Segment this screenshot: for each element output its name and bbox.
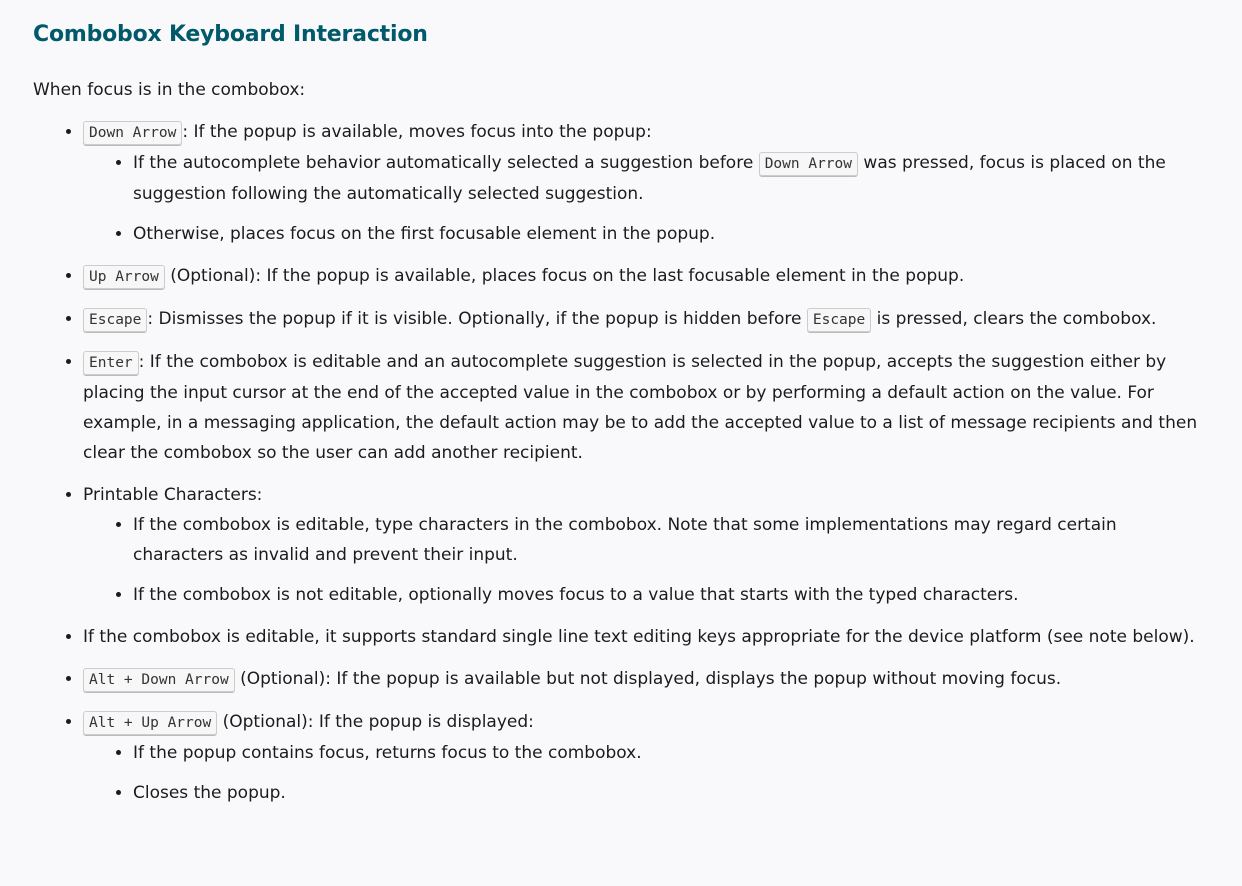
key-alt-up-arrow: Alt + Up Arrow: [83, 711, 217, 735]
key-down-arrow: Down Arrow: [759, 152, 858, 176]
list-item-escape: [83, 304, 1212, 335]
key-escape: Escape: [807, 308, 871, 332]
list-item-enter: [83, 347, 1212, 468]
item-text: (Optional): If the popup is available, places focus on the last focusable element in the popup.: [164, 266, 965, 286]
sub-list-item: [133, 219, 1212, 249]
item-text: If the popup contains focus, returns focus to the combobox.: [133, 743, 642, 763]
sub-list: [83, 148, 1212, 249]
key-down-arrow: Down Arrow: [83, 121, 182, 145]
list-item-editing-keys: [83, 622, 1212, 652]
sub-list-item: [133, 148, 1212, 209]
item-text: : If the combobox is editable and an autocomplete suggestion is selected in the popup, accepts the suggestion either by placing the input cursor at the end of the accepted value in the combobox or by performing a default action on the value. For example, in a messaging application, the default action may be to add the accepted value to a list of message recipients and then clear the combobox so the user can add another recipient.: [83, 352, 1198, 463]
key-alt-down-arrow: Alt + Down Arrow: [83, 668, 235, 692]
sub-list-item: [133, 778, 1212, 808]
item-text: was pressed, focus is placed on the suggestion following the automatically selected suggestion.: [133, 153, 1166, 204]
item-text: (Optional): If the popup is available but not displayed, displays the popup without moving focus.: [234, 669, 1062, 689]
sub-list: [83, 510, 1212, 610]
item-text: (Optional): If the popup is displayed:: [217, 712, 534, 732]
key-escape: Escape: [83, 308, 147, 332]
section-heading: Combobox Keyboard Interaction: [33, 22, 428, 47]
item-text: If the autocomplete behavior automatically selected a suggestion before: [133, 153, 759, 173]
item-text: is pressed, clears the combobox.: [871, 309, 1157, 329]
list-item-alt-down-arrow: [83, 664, 1212, 695]
item-text: If the combobox is not editable, optionally moves focus to a value that starts with the typed characters.: [133, 585, 1019, 605]
sub-list-item: [133, 580, 1212, 610]
item-text: Closes the popup.: [133, 783, 286, 803]
key-enter: Enter: [83, 351, 139, 375]
item-text: Printable Characters:: [83, 485, 263, 505]
intro-text: When focus is in the combobox:: [33, 80, 306, 100]
list-item-alt-up-arrow: [83, 707, 1212, 808]
item-text: Otherwise, places focus on the first focusable element in the popup.: [133, 224, 716, 244]
list-item-down-arrow: [83, 117, 1212, 249]
item-text: : If the popup is available, moves focus into the popup:: [182, 122, 652, 142]
list-item-up-arrow: [83, 261, 1212, 292]
sub-list-item: [133, 510, 1212, 570]
key-up-arrow: Up Arrow: [83, 265, 165, 289]
item-text: If the combobox is editable, it supports standard single line text editing keys appropriate for the device platform (see note below).: [83, 627, 1195, 647]
item-text: : Dismisses the popup if it is visible. Optionally, if the popup is hidden before: [147, 309, 807, 329]
sub-list: [83, 738, 1212, 808]
key-list: [33, 117, 1212, 808]
list-item-printable-characters: [83, 480, 1212, 610]
sub-list-item: [133, 738, 1212, 768]
item-text: If the combobox is editable, type characters in the combobox. Note that some implementations may regard certain characters as invalid and prevent their input.: [133, 515, 1117, 565]
